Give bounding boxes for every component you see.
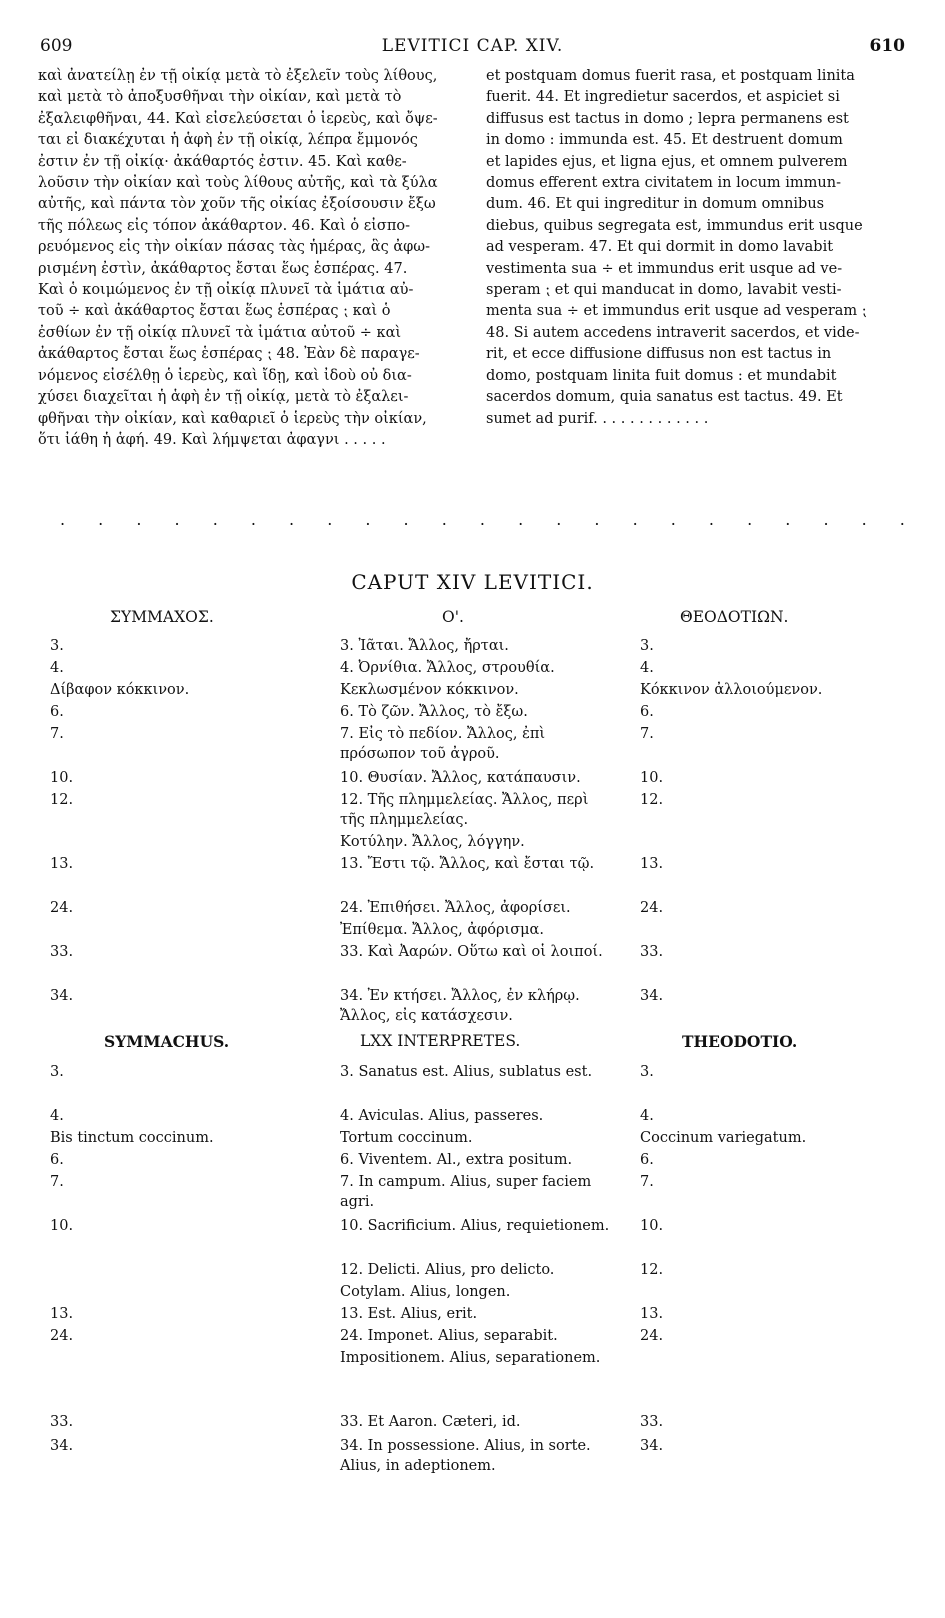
- greek-line: καὶ μετὰ τὸ ἀποξυσθῆναι τὴν οἰκίαν, καὶ μετὰ τὸ: [38, 89, 402, 106]
- latin-line: et postquam domus fuerit rasa, et postquam linita: [486, 68, 855, 84]
- page-number-left: 609: [40, 36, 73, 56]
- greek-line: χύσει διαχεῖται ἡ ἁφὴ ἐν τῇ οἰκίᾳ, μετὰ τὸ ἐξαλει-: [38, 389, 409, 406]
- theodotion-cell: 4.: [640, 660, 654, 676]
- lxx-cell: 12. Τῆς πλημμελείας. Ἄλλος, περὶ τῆς πλημμελείας.: [340, 792, 589, 828]
- symmachus-cell: 13.: [50, 856, 74, 872]
- greek-line: ἀκάθαρτος ἔσται ἕως ἑσπέρας ⁏ 48. Ἐὰν δὲ παραγε-: [38, 346, 420, 363]
- lxx-cell: Ἐπίθεμα. Ἄλλος, ἀφόρισμα.: [340, 922, 544, 938]
- symmachus-cell: 7.: [50, 726, 64, 742]
- theodotio-cell: 24.: [640, 1328, 664, 1344]
- theodotio-cell: Coccinum variegatum.: [640, 1130, 807, 1146]
- lxx-cell: 24. Ἐπιθήσει. Ἄλλος, ἀφορίσει.: [340, 900, 571, 916]
- latin-line: et lapides ejus, et ligna ejus, et omnem pulverem: [486, 153, 848, 170]
- symmachus-cell: Δίβαφον κόκκινον.: [50, 682, 190, 698]
- header-theodotio-latin: THEODOTIO.: [682, 1032, 798, 1051]
- theodotio-cell: 10.: [640, 1218, 664, 1234]
- symmachus-cell: 13.: [50, 1306, 74, 1322]
- greek-line: ὅτι ἰάθη ἡ ἁφή. 49. Καὶ λήμψεται ἀφαγνι . . . . .: [38, 431, 386, 448]
- latin-line: diffusus est tactus in domo ; lepra permanens est: [486, 110, 849, 127]
- symmachus-cell: 24.: [50, 1328, 74, 1344]
- page-number-right: 610: [869, 36, 905, 56]
- symmachus-cell: 33.: [50, 944, 74, 960]
- lxx-cell: 34. In possessione. Alius, in sorte. Alius, in adeptionem.: [340, 1438, 591, 1474]
- symmachus-cell: 3.: [50, 1064, 64, 1080]
- greek-line: ται εἰ διακέχυται ἡ ἁφὴ ἐν τῇ οἰκίᾳ, λέπρα ἔμμονός: [38, 132, 418, 149]
- lxx-cell: 10. Sacrificium. Alius, requietionem.: [340, 1218, 610, 1234]
- header-symmachus-latin: SYMMACHUS.: [104, 1032, 230, 1051]
- lxx-cell: 13. Ἔστι τῷ. Ἄλλος, καὶ ἔσται τῷ.: [340, 856, 595, 872]
- latin-line: in domo : immunda est. 45. Et destruent domum: [486, 132, 843, 149]
- greek-line: αὐτῆς, καὶ πάντα τὸν χοῦν τῆς οἰκίας ἐξοίσουσιν ἔξω: [38, 196, 436, 213]
- theodotion-cell: 10.: [640, 770, 664, 786]
- greek-line: ρισμένη ἐστὶν, ἀκάθαρτος ἔσται ἕως ἑσπέρας. 47.: [38, 260, 408, 277]
- symmachus-cell: 34.: [50, 1438, 74, 1454]
- symmachus-cell: 6.: [50, 1152, 64, 1168]
- latin-line: 48. Si autem accedens intraverit sacerdos, et vide-: [486, 324, 860, 341]
- theodotion-cell: Κόκκινον ἀλλοιούμενον.: [640, 682, 823, 698]
- lxx-cell: 4. Aviculas. Alius, passeres.: [340, 1108, 544, 1124]
- symmachus-cell: 34.: [50, 988, 74, 1004]
- lxx-cell: 7. In campum. Alius, super faciem agri.: [340, 1174, 592, 1210]
- lxx-cell: 4. Ὀρνίθια. Ἄλλος, στρουθία.: [340, 660, 555, 676]
- latin-line: rit, et ecce diffusione diffusus non est tactus in: [486, 346, 832, 363]
- symmachus-cell: Bis tinctum coccinum.: [50, 1130, 214, 1146]
- lxx-cell: 7. Εἰς τὸ πεδίον. Ἄλλος, ἐπὶ πρόσωπον τοῦ ἀγροῦ.: [340, 726, 546, 762]
- greek-line: τῆς πόλεως εἰς τόπον ἀκάθαρτον. 46. Καὶ ὁ εἰσπο-: [38, 217, 410, 234]
- latin-line: ad vesperam. 47. Et qui dormit in domo lavabit: [486, 239, 834, 256]
- symmachus-cell: 10.: [50, 770, 74, 786]
- symmachus-cell: 24.: [50, 900, 74, 916]
- caput-title: CAPUT XIV LEVITICI.: [351, 570, 594, 594]
- lxx-cell: 6. Viventem. Al., extra positum.: [340, 1152, 573, 1168]
- theodotion-cell: 7.: [640, 726, 654, 742]
- header-symmachus-greek: ΣΥΜΜΑΧΟΣ.: [110, 608, 214, 626]
- latin-line: vestimenta sua ÷ et immundus erit usque ad ve-: [486, 260, 843, 277]
- symmachus-cell: 4.: [50, 1108, 64, 1124]
- lxx-cell: Tortum coccinum.: [340, 1130, 473, 1146]
- lxx-cell: Cotylam. Alius, longen.: [340, 1284, 511, 1300]
- header-lxx-greek: Ο'.: [442, 608, 464, 626]
- lxx-cell: 13. Est. Alius, erit.: [340, 1306, 478, 1322]
- lxx-cell: 10. Θυσίαν. Ἄλλος, κατάπαυσιν.: [340, 770, 581, 786]
- greek-line: φθῆναι τὴν οἰκίαν, καὶ καθαριεῖ ὁ ἱερεὺς τὴν οἰκίαν,: [38, 410, 427, 427]
- lxx-cell: 3. Sanatus est. Alius, sublatus est.: [340, 1064, 593, 1080]
- lxx-cell: Κεκλωσμένον κόκκινον.: [340, 682, 519, 698]
- header-theodotion-greek: ΘΕΟΔΟΤΙΩΝ.: [680, 608, 789, 626]
- theodotio-cell: 13.: [640, 1306, 664, 1322]
- theodotio-cell: 3.: [640, 1064, 654, 1080]
- greek-line: τοῦ ÷ καὶ ἀκάθαρτος ἔσται ἕως ἑσπέρας ⁏ καὶ ὁ: [38, 303, 391, 320]
- theodotion-cell: 3.: [640, 638, 654, 654]
- ellipsis-line: . . . . . . . . . . . . . . . . . . . . . . .: [60, 510, 919, 529]
- latin-line: sumet ad purif. . . . . . . . . . . . .: [486, 410, 709, 427]
- lxx-cell: Κοτύλην. Ἄλλος, λόγγην.: [340, 834, 525, 850]
- lxx-cell: 33. Et Aaron. Cæteri, id.: [340, 1414, 521, 1430]
- theodotion-cell: 6.: [640, 704, 654, 720]
- greek-line: ἐξαλειφθῆναι, 44. Καὶ εἰσελεύσεται ὁ ἱερεὺς, καὶ ὄψε-: [38, 110, 438, 127]
- greek-variants-table: [50, 636, 920, 1046]
- running-title: LEVITICI CAP. XIV.: [381, 36, 564, 56]
- theodotio-cell: 7.: [640, 1174, 654, 1190]
- lxx-cell: 24. Imponet. Alius, separabit.: [340, 1328, 558, 1344]
- symmachus-cell: 12.: [50, 792, 74, 808]
- lxx-cell: 12. Delicti. Alius, pro delicto.: [340, 1262, 555, 1278]
- theodotio-cell: 4.: [640, 1108, 654, 1124]
- symmachus-cell: 7.: [50, 1174, 64, 1190]
- latin-line: menta sua ÷ et immundus erit usque ad vesperam ⁏: [486, 303, 867, 320]
- latin-text-column: [486, 66, 906, 430]
- symmachus-cell: 3.: [50, 638, 64, 654]
- greek-line: καὶ ἀνατείλῃ ἐν τῇ οἰκίᾳ μετὰ τὸ ἐξελεῖν τοὺς λίθους,: [38, 68, 438, 84]
- lxx-cell: Impositionem. Alius, separationem.: [340, 1350, 601, 1366]
- greek-line: Καὶ ὁ κοιμώμενος ἐν τῇ οἰκίᾳ πλυνεῖ τὰ ἱμάτια αὐ-: [38, 282, 414, 299]
- latin-line: domo, postquam linita fuit domus : et mundabit: [486, 367, 837, 384]
- theodotion-cell: 24.: [640, 900, 664, 916]
- theodotio-cell: 33.: [640, 1414, 664, 1430]
- theodotion-cell: 12.: [640, 792, 664, 808]
- latin-line: domus efferent extra civitatem in locum immun-: [486, 175, 841, 192]
- lxx-cell: 34. Ἐν κτήσει. Ἄλλος, ἐν κλήρῳ. Ἄλλος, εἰς κατάσχεσιν.: [340, 988, 580, 1024]
- theodotion-cell: 33.: [640, 944, 664, 960]
- latin-line: fuerit. 44. Et ingredietur sacerdos, et aspiciet si: [486, 89, 840, 106]
- lxx-cell: 6. Τὸ ζῶν. Ἄλλος, τὸ ἔξω.: [340, 704, 528, 720]
- theodotion-cell: 34.: [640, 988, 664, 1004]
- page-header: [0, 36, 945, 58]
- latin-variants-table: [50, 1062, 920, 1542]
- lxx-cell: 3. Ἰᾶται. Ἄλλος, ἤρται.: [340, 638, 509, 654]
- theodotio-cell: 12.: [640, 1262, 664, 1278]
- symmachus-cell: 4.: [50, 660, 64, 676]
- latin-line: dum. 46. Et qui ingreditur in domum omnibus: [486, 196, 825, 213]
- symmachus-cell: 33.: [50, 1414, 74, 1430]
- lxx-cell: 33. Καὶ Ἀαρών. Οὕτω καὶ οἱ λοιποί.: [340, 944, 603, 960]
- latin-line: diebus, quibus segregata est, immundus erit usque: [486, 217, 863, 234]
- greek-line: ἐσθίων ἐν τῇ οἰκίᾳ πλυνεῖ τὰ ἱμάτια αὐτοῦ ÷ καὶ: [38, 324, 402, 341]
- symmachus-cell: 6.: [50, 704, 64, 720]
- greek-line: νόμενος εἰσέλθῃ ὁ ἱερεὺς, καὶ ἴδῃ, καὶ ἰδοὺ οὐ δια-: [38, 367, 412, 384]
- greek-text-column: [38, 66, 458, 451]
- greek-line: λοῦσιν τὴν οἰκίαν καὶ τοὺς λίθους αὐτῆς, καὶ τὰ ξύλα: [38, 175, 438, 192]
- theodotion-cell: 13.: [640, 856, 664, 872]
- latin-line: sacerdos domum, quia sanatus est tactus. 49. Et: [486, 389, 843, 406]
- symmachus-cell: 10.: [50, 1218, 74, 1234]
- greek-line: ἐστιν ἐν τῇ οἰκίᾳ· ἀκάθαρτός ἐστιν. 45. Καὶ καθε-: [38, 153, 407, 170]
- latin-line: speram ⁏ et qui manducat in domo, lavabit vesti-: [486, 282, 842, 299]
- theodotio-cell: 6.: [640, 1152, 654, 1168]
- header-lxx-latin: LXX INTERPRETES.: [360, 1032, 521, 1050]
- theodotio-cell: 34.: [640, 1438, 664, 1454]
- greek-line: ρευόμενος εἰς τὴν οἰκίαν πάσας τὰς ἡμέρας, ἃς ἀφω-: [38, 239, 430, 256]
